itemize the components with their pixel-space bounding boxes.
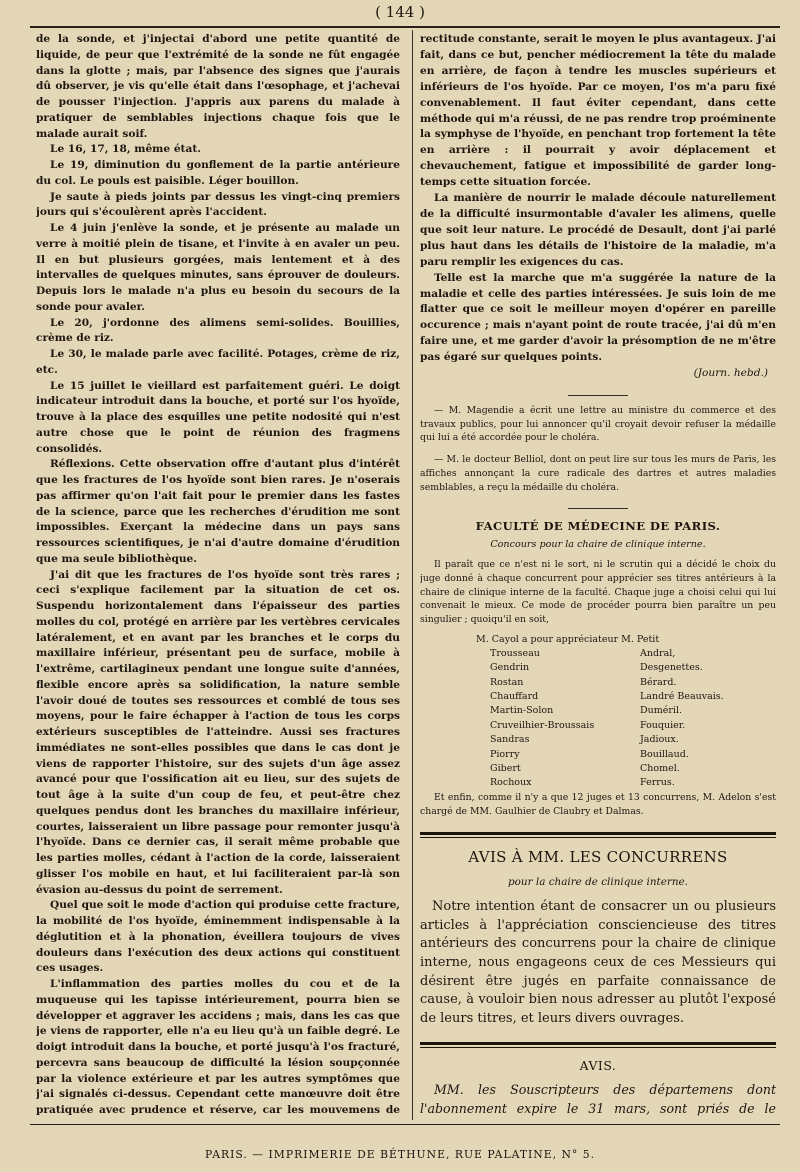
header-rule [30, 26, 780, 28]
jury-list [420, 647, 776, 791]
judge-name: Ferrus. [640, 777, 675, 789]
faculty-intro: Il paraît que ce n'est ni le sort, ni le scrutin qui a décidé le choix du juge donné à chaque concurrent pour apprécier ses titres antérieurs à la chaire de clinique interne de la faculté. Chaque juge a choisi celui qui lui convenait le mieux. Ce mode de procéder pourra bien paraître un peu singulier ; quoiqu'il en soit, [420, 559, 776, 626]
judge-name: Jadioux. [640, 734, 679, 746]
right-column [420, 32, 776, 1120]
judge-name: Desgenettes. [640, 662, 703, 674]
paragraph: Le 20, j'ordonne des alimens semi-solides. Bouillies, crème de riz. [36, 316, 400, 345]
paragraph: La manière de nourrir le malade découle naturellement de la difficulté insurmontable d'avaler les alimens, quelle que soit leur nature. Le procédé de Desault, dont j'ai parlé plus haut dans les détails de l'histoire de la maladie, m'a paru remplir les exigences du cas. [420, 192, 776, 268]
paragraph: Je saute à pieds joints par dessus les vingt-cinq premiers jours qui s'écoulèrent après l'accident. [36, 190, 400, 219]
candidate-name: Chauffard [490, 690, 539, 702]
judge-name: Andral, [640, 647, 676, 659]
candidate-name: Martin-Solon [490, 705, 554, 717]
judge-name: Fouquier. [640, 719, 686, 731]
paragraph: Telle est la marche que m'a suggérée la nature de la maladie et celle des parties intéressées. Je suis loin de me flatter que ce soit le meilleur moyen d'opérer en pareille occurence ; mais n'ayant point de route tracée, j'ai dû m'en faire une, et me garder d'avoir la présomption de ne m'être pas égaré sur quelques points. [420, 271, 776, 364]
paragraph: Réflexions. Cette observation offre d'autant plus d'intérêt que les fractures de l'os hyoïde sont bien rares. Je n'oserais pas affirmer qu'on l'ait fait pour le premier dans les fastes de la science, parce que les recherches d'érudition me sont impossibles. Exerçant la médecine dans un pays sans ressources scientifiques, je n'ai d'autre domaine d'érudition que ma seule bibliothèque. [36, 458, 400, 565]
double-rule [420, 1042, 776, 1048]
paragraph: Le 4 juin j'enlève la sonde, et je présente au malade un verre à moitié plein de tisane, et l'invite à en avaler un peu. Il en but plusieurs gorgées, mais lentement et à des intervalles de quelques minutes, sans éprouver de douleurs. Depuis lors le malade n'a plus eu besoin du secours de la sonde pour avaler. [36, 222, 400, 313]
candidate-name: Gendrin [490, 662, 530, 674]
judge-name: Duméril. [640, 705, 683, 717]
faculty-subheading: Concours pour la chaire de clinique interne. [490, 539, 706, 551]
printer-footer: PARIS. — IMPRIMERIE DE BÉTHUNE, RUE PALATINE, N° 5. [204, 1148, 596, 1161]
section-rule [568, 395, 628, 396]
candidate-name: Piorry [490, 748, 520, 760]
notice-subheading: pour la chaire de clinique interne. [508, 876, 688, 889]
jury-first-pair: M. Cayol a pour appréciateur M. Petit [476, 633, 660, 645]
paragraph: Le 19, diminution du gonflement de la partie antérieure du col. Le pouls est paisible. Léger bouillon. [36, 159, 400, 187]
news-item: — M. le docteur Belliol, dont on peut lire sur tous les murs de Paris, les affiches annonçant la cure radicale des dartres et autres maladies semblables, a reçu la médaille du choléra. [420, 454, 776, 493]
news-item: — M. Magendie a écrit une lettre au ministre du commerce et des travaux publics, pour lui annoncer qu'il croyait devoir refuser la médaille qui lui a été accordée pour le choléra. [420, 405, 776, 444]
notice-body: Notre intention étant de consacrer un ou plusieurs articles à l'appréciation consciencieuse des titres antérieurs des concurrens pour la chaire de clinique interne, nous engageons ceux de ces Messieurs qui désirent être jugés en parfaite connaissance de cause, à vouloir bien nous adresser au plutôt l'exposé de leurs titres, et leurs divers ouvrages. [420, 899, 776, 1026]
paragraph: J'ai dit que les fractures de l'os hyoïde sont très rares ; ceci s'explique facilement par la situation de cet os. Suspendu horizontalement dans l'épaisseur des parties molles du col, protégé en arrière par les vertèbres cervicales latéralement, et en avant par les branches et le corps du maxillaire inférieur, présentant peu de surface, mobile à l'extrême, cartilagineux pendant une longue suite d'années, flexible encore après sa solidification, la nature semble l'avoir doué de toutes ses ressources et comblé de tous ses moyens, pour le faire échapper à l'action de tous les corps extérieurs susceptibles de l'atteindre. Aussi ses fractures immédiates ne sont-elles possibles que dans le cas dont je viens de rapporter l'histoire, sur des sujets d'un âge assez avancé pour que l'ossification ait eu lieu, sur des sujets de tout âge à la suite d'un coup de feu, et peut-être chez quelques pendus dont les branches du maxillaire inférieur, courtes, laisseraient un libre passage pour remonter jusqu'à l'hyoïde. Dans ce dernier cas, il serait même probable que les parties molles, cédant à l'action de la corde, laisseraient glisser l'os mobile en haut, et lui faciliteraient par-là son évasion au-dessus du point de serrement. [36, 568, 400, 896]
left-column [36, 32, 400, 1120]
candidate-name: Trousseau [490, 647, 540, 659]
journal-signature: (Journ. hebd.) [693, 367, 768, 380]
candidate-name: Gibert [490, 763, 521, 775]
paragraph: Le 15 juillet le vieillard est parfaitement guéri. Le doigt indicateur introduit dans la bouche, et porté sur l'os hyoïde, trouve à la place des esquilles une petite nodosité qui n'est autre chose que le point de réunion des fragmens consolidés. [36, 379, 400, 455]
paragraph: de la sonde, et j'injectai d'abord une petite quantité de liquide, de peur que l'extrémité de la sonde ne fût engagée dans la glotte ; mais, par l'absence des signes que j'aurais dû observer, je vis qu'elle était dans l'œsophage, et j'achevai de pousser l'injection. J'appris aux parens du malade à pratiquer de semblables injections chaque fois que le malade aurait soif. [36, 33, 400, 140]
subscriber-notice-body: MM. les Souscripteurs des départemens dont l'abonnement expire le 31 mars, sont priés de le [420, 1082, 776, 1116]
judge-name: Bouillaud. [640, 748, 689, 760]
paragraph: L'inflammation des parties molles du cou et de la muqueuse qui les tapisse intérieurement, pourra bien se développer et aggraver les accidens ; mais, dans les cas que je viens de rapporter, elle n'a eu lieu qu'à un faible degré. Le doigt introduit dans la bouche, et porté jusqu'à l'os fracturé, percevra sans beaucoup de difficulté la lésion soupçonnée par la violence extérieure et par les autres symptômes que j'ai signalés ci-dessus. Cependant cette manœuvre doit être pratiquée avec prudence et réserve, car les mouvemens de [36, 978, 400, 1116]
candidate-name: Cruveilhier-Broussais [490, 719, 595, 731]
notice-heading: AVIS À MM. LES CONCURRENS [468, 848, 728, 867]
candidate-name: Sandras [490, 734, 530, 746]
judge-name: Chomel. [640, 763, 680, 775]
footer-rule [30, 1124, 780, 1125]
subscriber-notice-heading: AVIS. [579, 1058, 617, 1074]
paragraph: Le 30, le malade parle avec facilité. Potages, crème de riz, etc. [36, 348, 400, 376]
faculty-outro: Et enfin, comme il n'y a que 12 juges et 13 concurrens, M. Adelon s'est chargé de MM. Gaulhier de Claubry et Dalmas. [420, 791, 776, 817]
double-rule [420, 832, 776, 838]
candidate-name: Rostan [490, 676, 524, 688]
faculty-heading: FACULTÉ DE MÉDECINE DE PARIS. [475, 519, 721, 534]
section-rule [568, 508, 628, 509]
paragraph: Le 16, 17, 18, même état. [50, 143, 201, 156]
page-number: ( 144 ) [375, 3, 425, 21]
paragraph: Quel que soit le mode d'action qui produise cette fracture, la mobilité de l'os hyoïde, éminemment indispensable à la déglutition et à la phonation, éveillera toujours de vives douleurs dans l'exécution des deux actions qui constituent ces usages. [36, 899, 400, 975]
candidate-name: Rochoux [490, 777, 532, 789]
column-divider [412, 30, 413, 1120]
judge-name: Bérard. [640, 676, 677, 688]
paragraph: rectitude constante, serait le moyen le plus avantageux. J'ai fait, dans ce but, pencher médiocrement la tête du malade en arrière, de façon à tendre les muscles supérieurs et inférieurs de l'os hyoïde. Par ce moyen, l'os m'a paru fixé convenablement. Il faut éviter cependant, dans cette méthode qui m'a réussi, de ne pas rendre trop proéminente la symphyse de l'hyoïde, en penchant trop fortement la tête en arrière : il pourrait y avoir déplacement et chevauchement, fatigue et impossibilité de garder long-temps cette situation forcée. [420, 33, 776, 189]
judge-name: Landré Beauvais. [640, 690, 724, 702]
